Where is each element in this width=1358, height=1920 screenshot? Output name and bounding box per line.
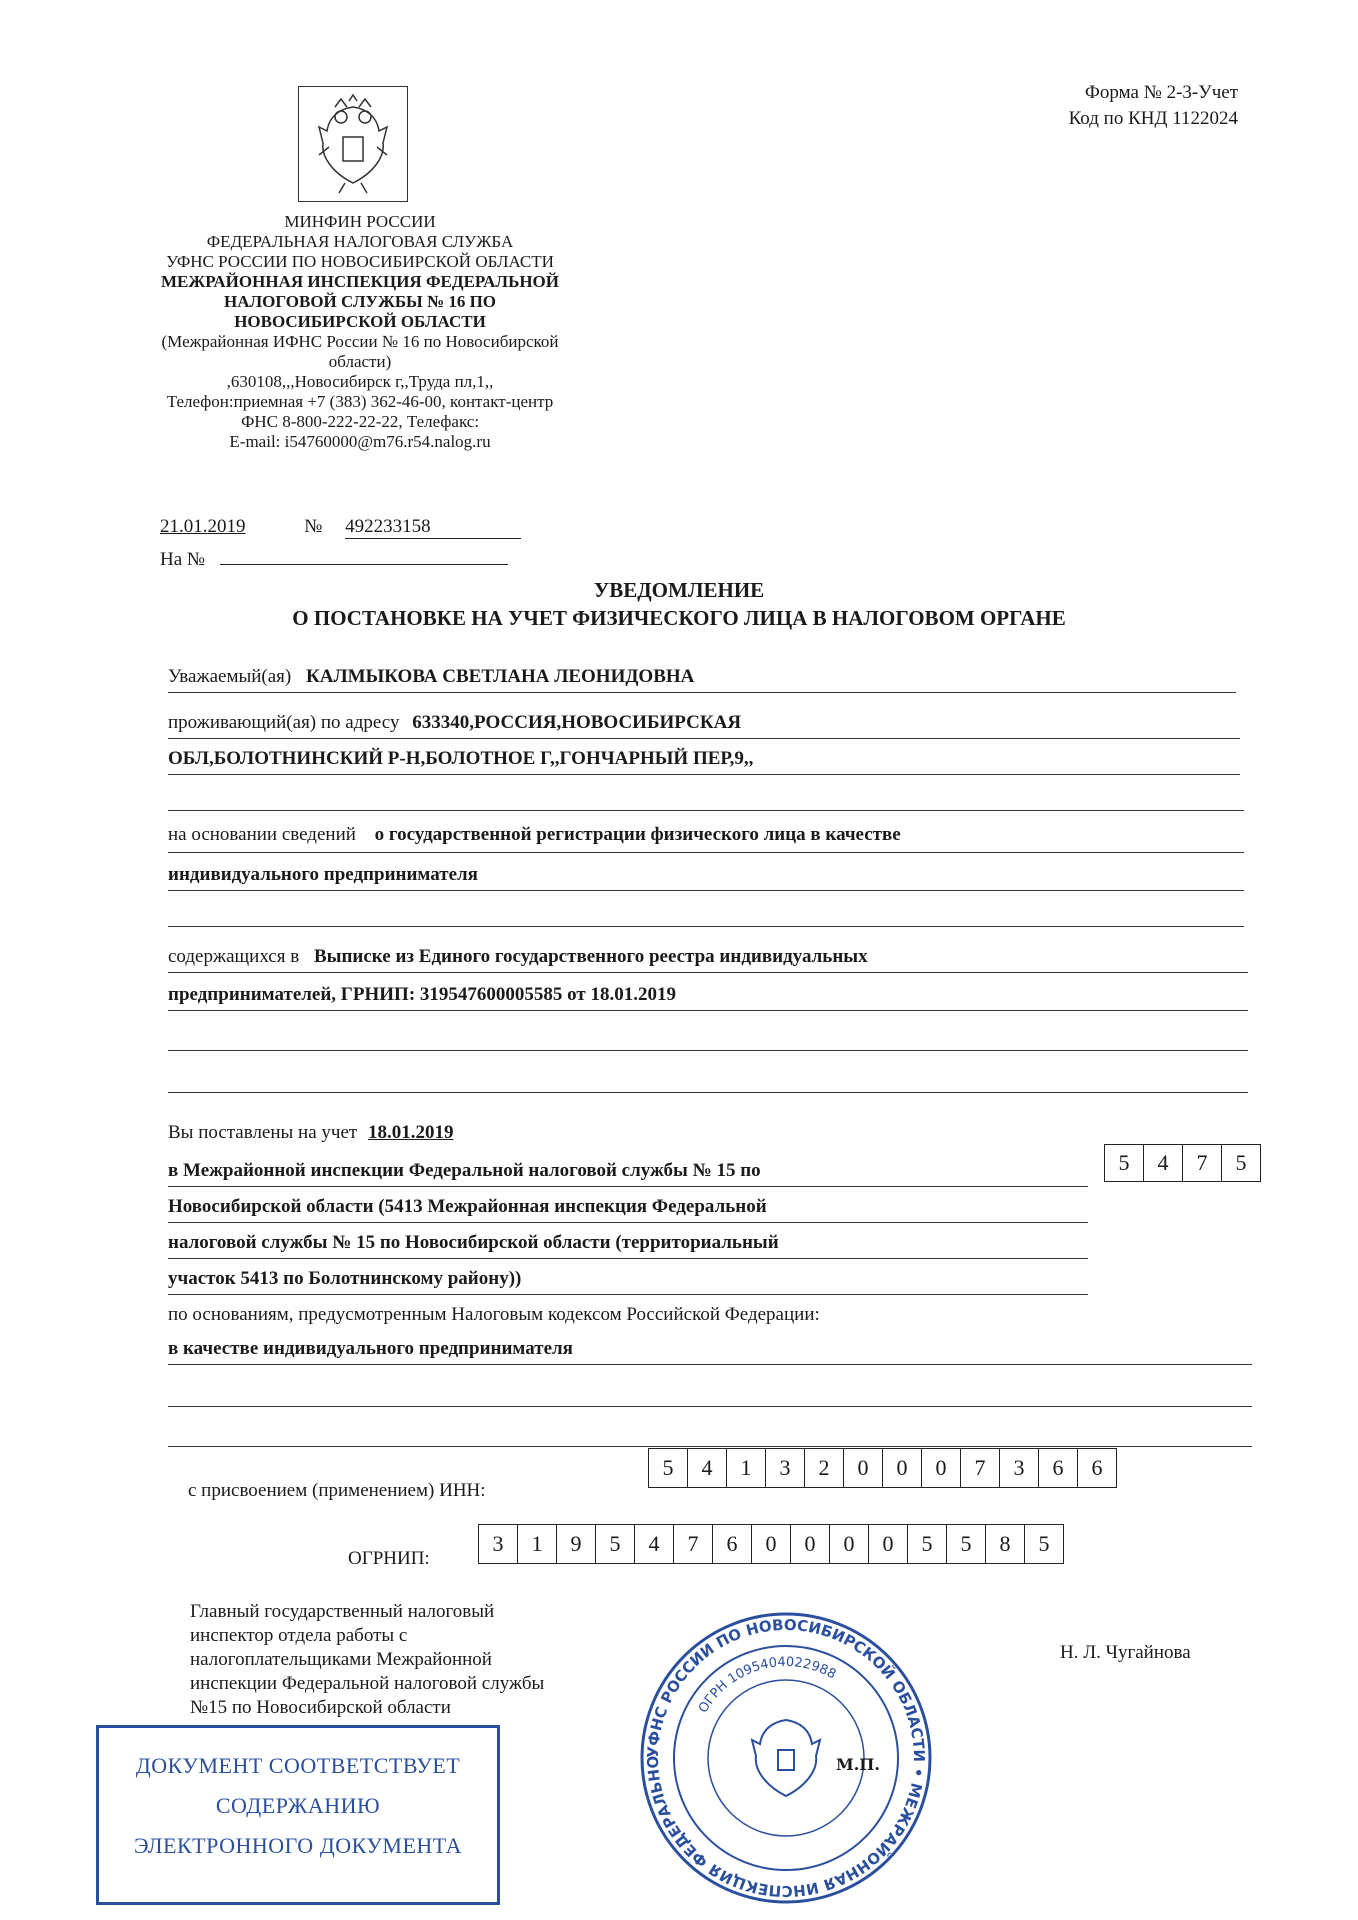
divider [168, 774, 1240, 775]
divider [168, 1364, 1252, 1365]
org-phone-1: Телефон:приемная +7 (383) 362-46-00, контакт-центр [166, 392, 554, 411]
position-line-3: налогоплательщиками Межрайонной [190, 1649, 492, 1670]
position-line-4: инспекции Федеральной налоговой службы [190, 1673, 545, 1694]
signatory-name: Н. Л. Чугайнова [1060, 1642, 1191, 1663]
stamp-line-1: ДОКУМЕНТ СООТВЕТСТВУЕТ [135, 1753, 461, 1778]
document-number-label: № [304, 516, 323, 537]
org-inspection-1: МЕЖРАЙОННАЯ ИНСПЕКЦИЯ ФЕДЕРАЛЬНОЙ [161, 272, 559, 291]
form-info [1069, 80, 1238, 132]
ogrnip-digit: 3 [479, 1525, 518, 1563]
ogrnip-digit: 0 [791, 1525, 830, 1563]
divider [168, 810, 1244, 811]
form-number: Форма № 2-3-Учет [1084, 82, 1238, 103]
org-inspection-2: НАЛОГОВОЙ СЛУЖБЫ № 16 ПО [223, 292, 497, 311]
basis-field [168, 822, 1248, 848]
divider [168, 1092, 1248, 1093]
divider [168, 890, 1244, 891]
ogrnip-digit: 8 [986, 1525, 1025, 1563]
divider [168, 852, 1244, 853]
document-number: 492233158 [345, 516, 521, 539]
reference-number-blank [220, 546, 508, 565]
tax-office-code-digit: 5 [1235, 1150, 1247, 1175]
position-line-2: инспектор отдела работы с [190, 1625, 408, 1646]
divider [168, 1258, 1088, 1259]
inn-digit: 6 [1039, 1449, 1078, 1487]
inn-cells [648, 1448, 1117, 1488]
inn-digit: 0 [883, 1449, 922, 1487]
ogrnip-digit: 7 [674, 1525, 713, 1563]
tax-office-code-cells [1104, 1144, 1261, 1182]
org-phone-2: ФНС 8-800-222-22-22, Телефакс: [240, 412, 480, 431]
divider [168, 1222, 1088, 1223]
stamp-line-3: ЭЛЕКТРОННОГО ДОКУМЕНТА [133, 1833, 463, 1858]
inn-digit: 7 [961, 1449, 1000, 1487]
position-line-5: №15 по Новосибирской области [190, 1697, 451, 1718]
ogrnip-digit: 0 [869, 1525, 908, 1563]
authority-line-1: в Межрайонной инспекции Федеральной налоговой службы № 15 по [168, 1160, 761, 1181]
ogrnip-digit: 5 [1038, 1531, 1050, 1556]
tax-office-code-digit: 7 [1183, 1145, 1222, 1181]
ogrnip-digit: 9 [557, 1525, 596, 1563]
registered-label: Вы поставлены на учет [168, 1122, 358, 1143]
registered-authority-1 [168, 1158, 1088, 1184]
ogrnip-digit: 6 [713, 1525, 752, 1563]
document-requisites [160, 516, 521, 539]
inn-digit: 3 [1000, 1449, 1039, 1487]
inn-digit: 3 [766, 1449, 805, 1487]
source-label: содержащихся в [168, 946, 300, 967]
divider [168, 1294, 1088, 1295]
basis-line-2: индивидуального предпринимателя [168, 864, 478, 885]
ogrnip-label: ОГРНИП: [348, 1548, 430, 1569]
ogrnip-digit: 1 [518, 1525, 557, 1563]
source-line-2: предпринимателей, ГРНИП: 319547600005585 от 18.01.2019 [168, 984, 676, 1005]
title-line-2: О ПОСТАНОВКЕ НА УЧЕТ ФИЗИЧЕСКОГО ЛИЦА В НАЛОГОВОМ ОРГАНЕ [292, 606, 1066, 630]
basis-continuation [168, 862, 1248, 888]
grounds-label: по основаниям, предусмотренным Налоговым кодексом Российской Федерации: [168, 1304, 820, 1325]
ogrnip-digit: 5 [596, 1525, 635, 1563]
org-service: ФЕДЕРАЛЬНАЯ НАЛОГОВАЯ СЛУЖБА [206, 232, 514, 251]
inn-digit: 0 [844, 1449, 883, 1487]
org-short-name-2: области) [328, 352, 392, 371]
inn-digit: 4 [688, 1449, 727, 1487]
inn-digit: 2 [805, 1449, 844, 1487]
org-address: ,630108,,,Новосибирск г,,Труда пл,1,, [226, 372, 494, 391]
basis-label: на основании сведений [168, 824, 356, 845]
divider [168, 692, 1236, 693]
divider [168, 1050, 1248, 1051]
title-line-1: УВЕДОМЛЕНИЕ [593, 578, 765, 602]
inn-label: с присвоением (применением) ИНН: [188, 1480, 486, 1501]
grounds-field [168, 1302, 1248, 1328]
inn-digit: 1 [727, 1449, 766, 1487]
ogrnip-cells [478, 1524, 1064, 1564]
reference-number [160, 546, 508, 571]
divider [168, 738, 1240, 739]
divider [168, 1186, 1088, 1187]
registered-field [168, 1120, 1248, 1146]
org-department: УФНС РОССИИ ПО НОВОСИБИРСКОЙ ОБЛАСТИ [166, 252, 554, 271]
address-line-1: 633340,РОССИЯ,НОВОСИБИРСКАЯ [412, 712, 742, 733]
seal-inner-text: ОГРН 1095404022988 [695, 1654, 839, 1716]
ogrnip-digit: 4 [635, 1525, 674, 1563]
divider [168, 1446, 1252, 1447]
tax-office-code-digit: 5 [1105, 1145, 1144, 1181]
divider [168, 926, 1244, 927]
ogrnip-digit: 0 [752, 1525, 791, 1563]
org-inspection-3: НОВОСИБИРСКОЙ ОБЛАСТИ [234, 312, 486, 331]
signatory-position [190, 1600, 650, 1720]
position-line-1: Главный государственный налоговый [190, 1601, 495, 1622]
ogrnip-digit: 0 [830, 1525, 869, 1563]
svg-text:ОГРН 1095404022988 [696, 1655, 838, 1716]
document-title [0, 576, 1358, 632]
registered-authority-3 [168, 1230, 1088, 1256]
document-date: 21.01.2019 [160, 516, 246, 537]
grounds-value: в качестве индивидуального предпринимателя [168, 1338, 573, 1359]
org-email: E-mail: i54760000@m76.r54.nalog.ru [229, 432, 491, 451]
person-name: КАЛМЫКОВА СВЕТЛАНА ЛЕОНИДОВНА [306, 666, 695, 687]
person-label: Уважаемый(ая) [168, 666, 292, 687]
official-seal [638, 1610, 934, 1906]
reference-number-label: На № [160, 549, 206, 570]
basis-line-1: о государственной регистрации физического лица в качестве [374, 824, 901, 845]
inn-digit: 5 [649, 1449, 688, 1487]
grounds-value-row [168, 1336, 1248, 1362]
org-ministry: МИНФИН РОССИИ [284, 212, 436, 231]
conformity-stamp [96, 1725, 500, 1905]
seal-eagle-icon [752, 1720, 820, 1796]
coat-of-arms-emblem-icon [298, 86, 408, 202]
inn-digit: 6 [1091, 1455, 1103, 1480]
tax-office-code-digit: 4 [1144, 1145, 1183, 1181]
registered-authority-4 [168, 1266, 1088, 1292]
divider [168, 1010, 1248, 1011]
registered-date: 18.01.2019 [367, 1122, 454, 1143]
divider [168, 972, 1248, 973]
form-knd-code: Код по КНД 1122024 [1068, 108, 1238, 129]
source-line-1: Выписке из Единого государственного реестра индивидуальных [313, 946, 868, 967]
ogrnip-digit: 5 [947, 1525, 986, 1563]
source-continuation [168, 982, 1248, 1008]
address-continuation [168, 746, 1248, 772]
org-short-name-1: (Межрайонная ИФНС России № 16 по Новосибирской [161, 332, 559, 351]
ogrnip-digit: 5 [908, 1525, 947, 1563]
seal-outer-text: УФНС РОССИИ ПО НОВОСИБИРСКОЙ ОБЛАСТИ • МЕЖРАЙОННАЯ ИНСПЕКЦИЯ ФЕДЕРАЛЬНО [643, 1615, 929, 1901]
seal-mp-label: М.П. [836, 1755, 880, 1774]
address-line-2: ОБЛ,БОЛОТНИНСКИЙ Р-Н,БОЛОТНОЕ Г,,ГОНЧАРНЫЙ ПЕР,9,, [168, 748, 754, 769]
authority-line-2: Новосибирской области (5413 Межрайонная инспекция Федеральной [168, 1196, 767, 1217]
authority-line-3: налоговой службы № 15 по Новосибирской области (территориальный [168, 1232, 779, 1253]
person-field [168, 664, 1248, 690]
address-label: проживающий(ая) по адресу [168, 712, 400, 733]
address-field [168, 710, 1248, 736]
inn-digit: 0 [922, 1449, 961, 1487]
divider [168, 1406, 1252, 1407]
stamp-line-2: СОДЕРЖАНИЮ [215, 1793, 381, 1818]
issuer-organization [140, 212, 580, 452]
authority-line-4: участок 5413 по Болотнинскому району)) [168, 1268, 522, 1289]
registered-authority-2 [168, 1194, 1088, 1220]
source-field [168, 944, 1248, 970]
